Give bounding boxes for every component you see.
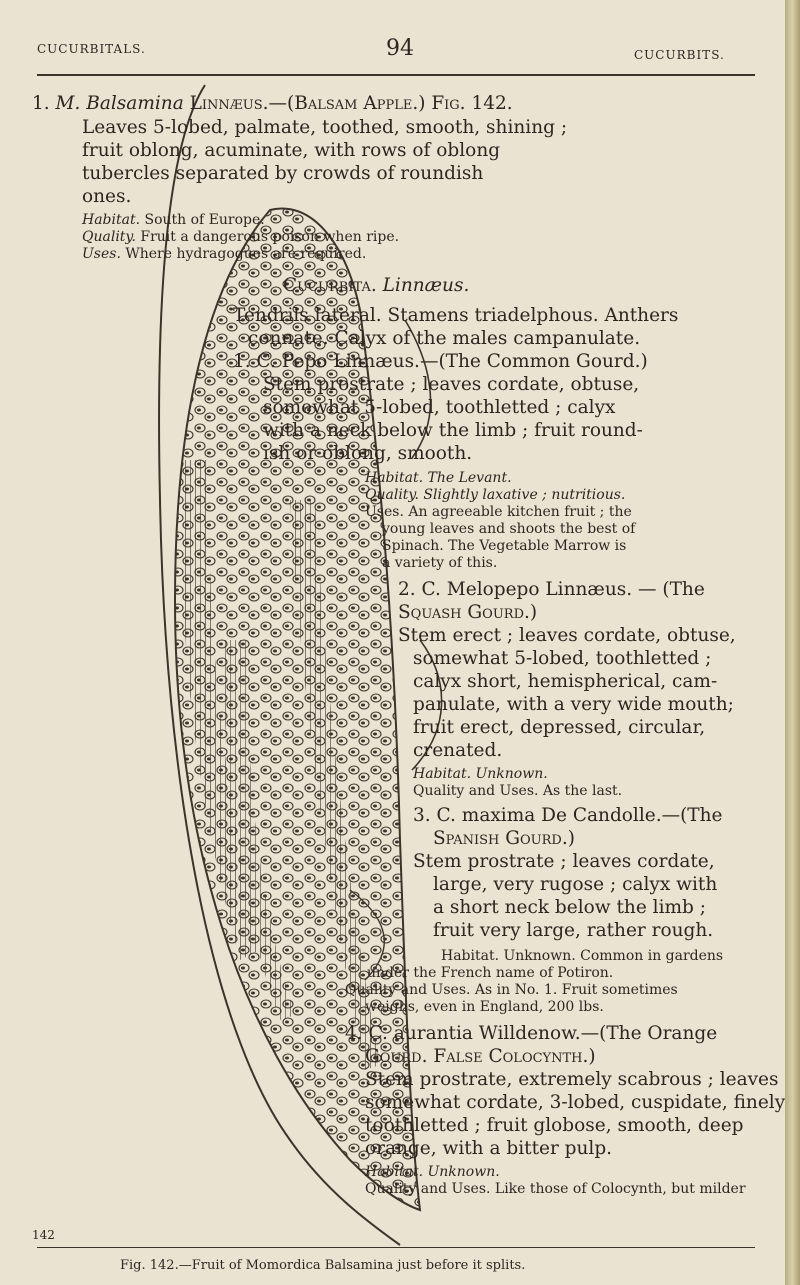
aurantia-desc-2: somewhat cordate, 3-lobed, cuspidate, finely xyxy=(365,1092,786,1113)
pepo-desc-3: with a neck below the limb ; fruit round- xyxy=(263,420,643,441)
pepo-note-3: Uses. An agreeable kitchen fruit ; the xyxy=(365,504,632,520)
maxima-note-4: weighs, even in England, 200 lbs. xyxy=(365,999,604,1015)
aurantia-heading: 4. C. aurantia Willdenow.—(The Orange xyxy=(345,1023,718,1044)
momordica-desc-3: tubercles separated by crowds of roundish xyxy=(82,163,484,184)
maxima-note-3: Quality and Uses. As in No. 1. Fruit sometimes xyxy=(345,982,678,998)
page-number: 94 xyxy=(386,36,414,61)
pepo-desc-2: somewhat 5-lobed, toothletted ; calyx xyxy=(263,397,616,418)
pepo-note-2: Quality. Slightly laxative ; nutritious. xyxy=(365,487,626,503)
momordica-desc-2: fruit oblong, acuminate, with rows of oblong xyxy=(82,140,501,161)
aurantia-desc-3: toothletted ; fruit globose, smooth, deep xyxy=(365,1115,744,1136)
aurantia-desc-4: orange, with a bitter pulp. xyxy=(365,1138,613,1159)
melopepo-desc-2: somewhat 5-lobed, toothletted ; xyxy=(413,648,712,669)
melopepo-note-1: Habitat. Unknown. xyxy=(413,766,548,782)
book-edge xyxy=(785,0,800,1285)
genus-line-2: connate. Calyx of the males campanulate. xyxy=(248,328,641,349)
momordica-desc-1: Leaves 5-lobed, palmate, toothed, smooth, shining ; xyxy=(82,117,568,138)
melopepo-desc-4: panulate, with a very wide mouth; xyxy=(413,694,734,715)
pepo-desc-1: Stem prostrate ; leaves cordate, obtuse, xyxy=(263,374,640,395)
figure-caption: Fig. 142.—Fruit of Momordica Balsamina just before it splits. xyxy=(120,1258,526,1273)
running-head-left: CUCURBITALS. xyxy=(37,42,146,56)
momordica-heading: 1. M. Balsamina Linnæus.—(Balsam Apple.) Fig. 142. xyxy=(32,93,513,114)
melopepo-desc-5: fruit erect, depressed, circular, xyxy=(413,717,706,738)
pepo-heading: 1. C. Pepo Linnæus.—(The Common Gourd.) xyxy=(233,351,648,372)
aurantia-heading-2: Gourd. False Colocynth.) xyxy=(365,1046,596,1067)
genus-line-1: Tendrils lateral. Stamens triadelphous. Anthers xyxy=(233,305,679,326)
header-rule xyxy=(37,74,755,76)
momordica-desc-4: ones. xyxy=(82,186,132,207)
aurantia-desc-1: Stem prostrate, extremely scabrous ; leaves xyxy=(365,1069,779,1090)
melopepo-heading-2: Squash Gourd.) xyxy=(398,602,538,623)
melopepo-heading: 2. C. Melopepo Linnæus. — (The xyxy=(398,579,705,600)
maxima-desc-1: Stem prostrate ; leaves cordate, xyxy=(413,851,715,872)
aurantia-note-1: Habitat. Unknown. xyxy=(365,1164,500,1180)
maxima-heading: 3. C. maxima De Candolle.—(The xyxy=(413,805,723,826)
pepo-note-4: young leaves and shoots the best of xyxy=(382,521,636,537)
genus-heading: Cucurbita. Linnæus. xyxy=(283,275,470,296)
maxima-note-2: under the French name of Potiron. xyxy=(367,965,614,981)
pepo-note-1: Habitat. The Levant. xyxy=(365,470,512,486)
footer-rule xyxy=(37,1247,755,1248)
running-head-right: CUCURBITS. xyxy=(634,48,725,62)
melopepo-desc-1: Stem erect ; leaves cordate, obtuse, xyxy=(398,625,736,646)
maxima-desc-3: a short neck below the limb ; xyxy=(433,897,707,918)
maxima-note-1: Habitat. Unknown. Common in gardens xyxy=(441,948,724,964)
aurantia-note-2: Quality and Uses. Like those of Colocynth, but milder xyxy=(365,1181,746,1197)
melopepo-note-2: Quality and Uses. As the last. xyxy=(413,783,623,799)
maxima-desc-4: fruit very large, rather rough. xyxy=(433,920,714,941)
maxima-desc-2: large, very rugose ; calyx with xyxy=(433,874,718,895)
figure-number: 142 xyxy=(32,1228,55,1242)
momordica-quality: Quality. Fruit a dangerous poison when ripe. xyxy=(82,229,400,245)
pepo-note-5: Spinach. The Vegetable Marrow is xyxy=(382,538,627,554)
pepo-desc-4: ish or oblong, smooth. xyxy=(263,443,473,464)
pepo-note-6: a variety of this. xyxy=(382,555,498,571)
melopepo-desc-3: calyx short, hemispherical, cam- xyxy=(413,671,718,692)
momordica-habitat: Habitat. South of Europe. xyxy=(82,212,265,228)
momordica-uses: Uses. Where hydragogues are required. xyxy=(82,246,367,262)
melopepo-desc-6: crenated. xyxy=(413,740,503,761)
maxima-heading-2: Spanish Gourd.) xyxy=(433,828,575,849)
